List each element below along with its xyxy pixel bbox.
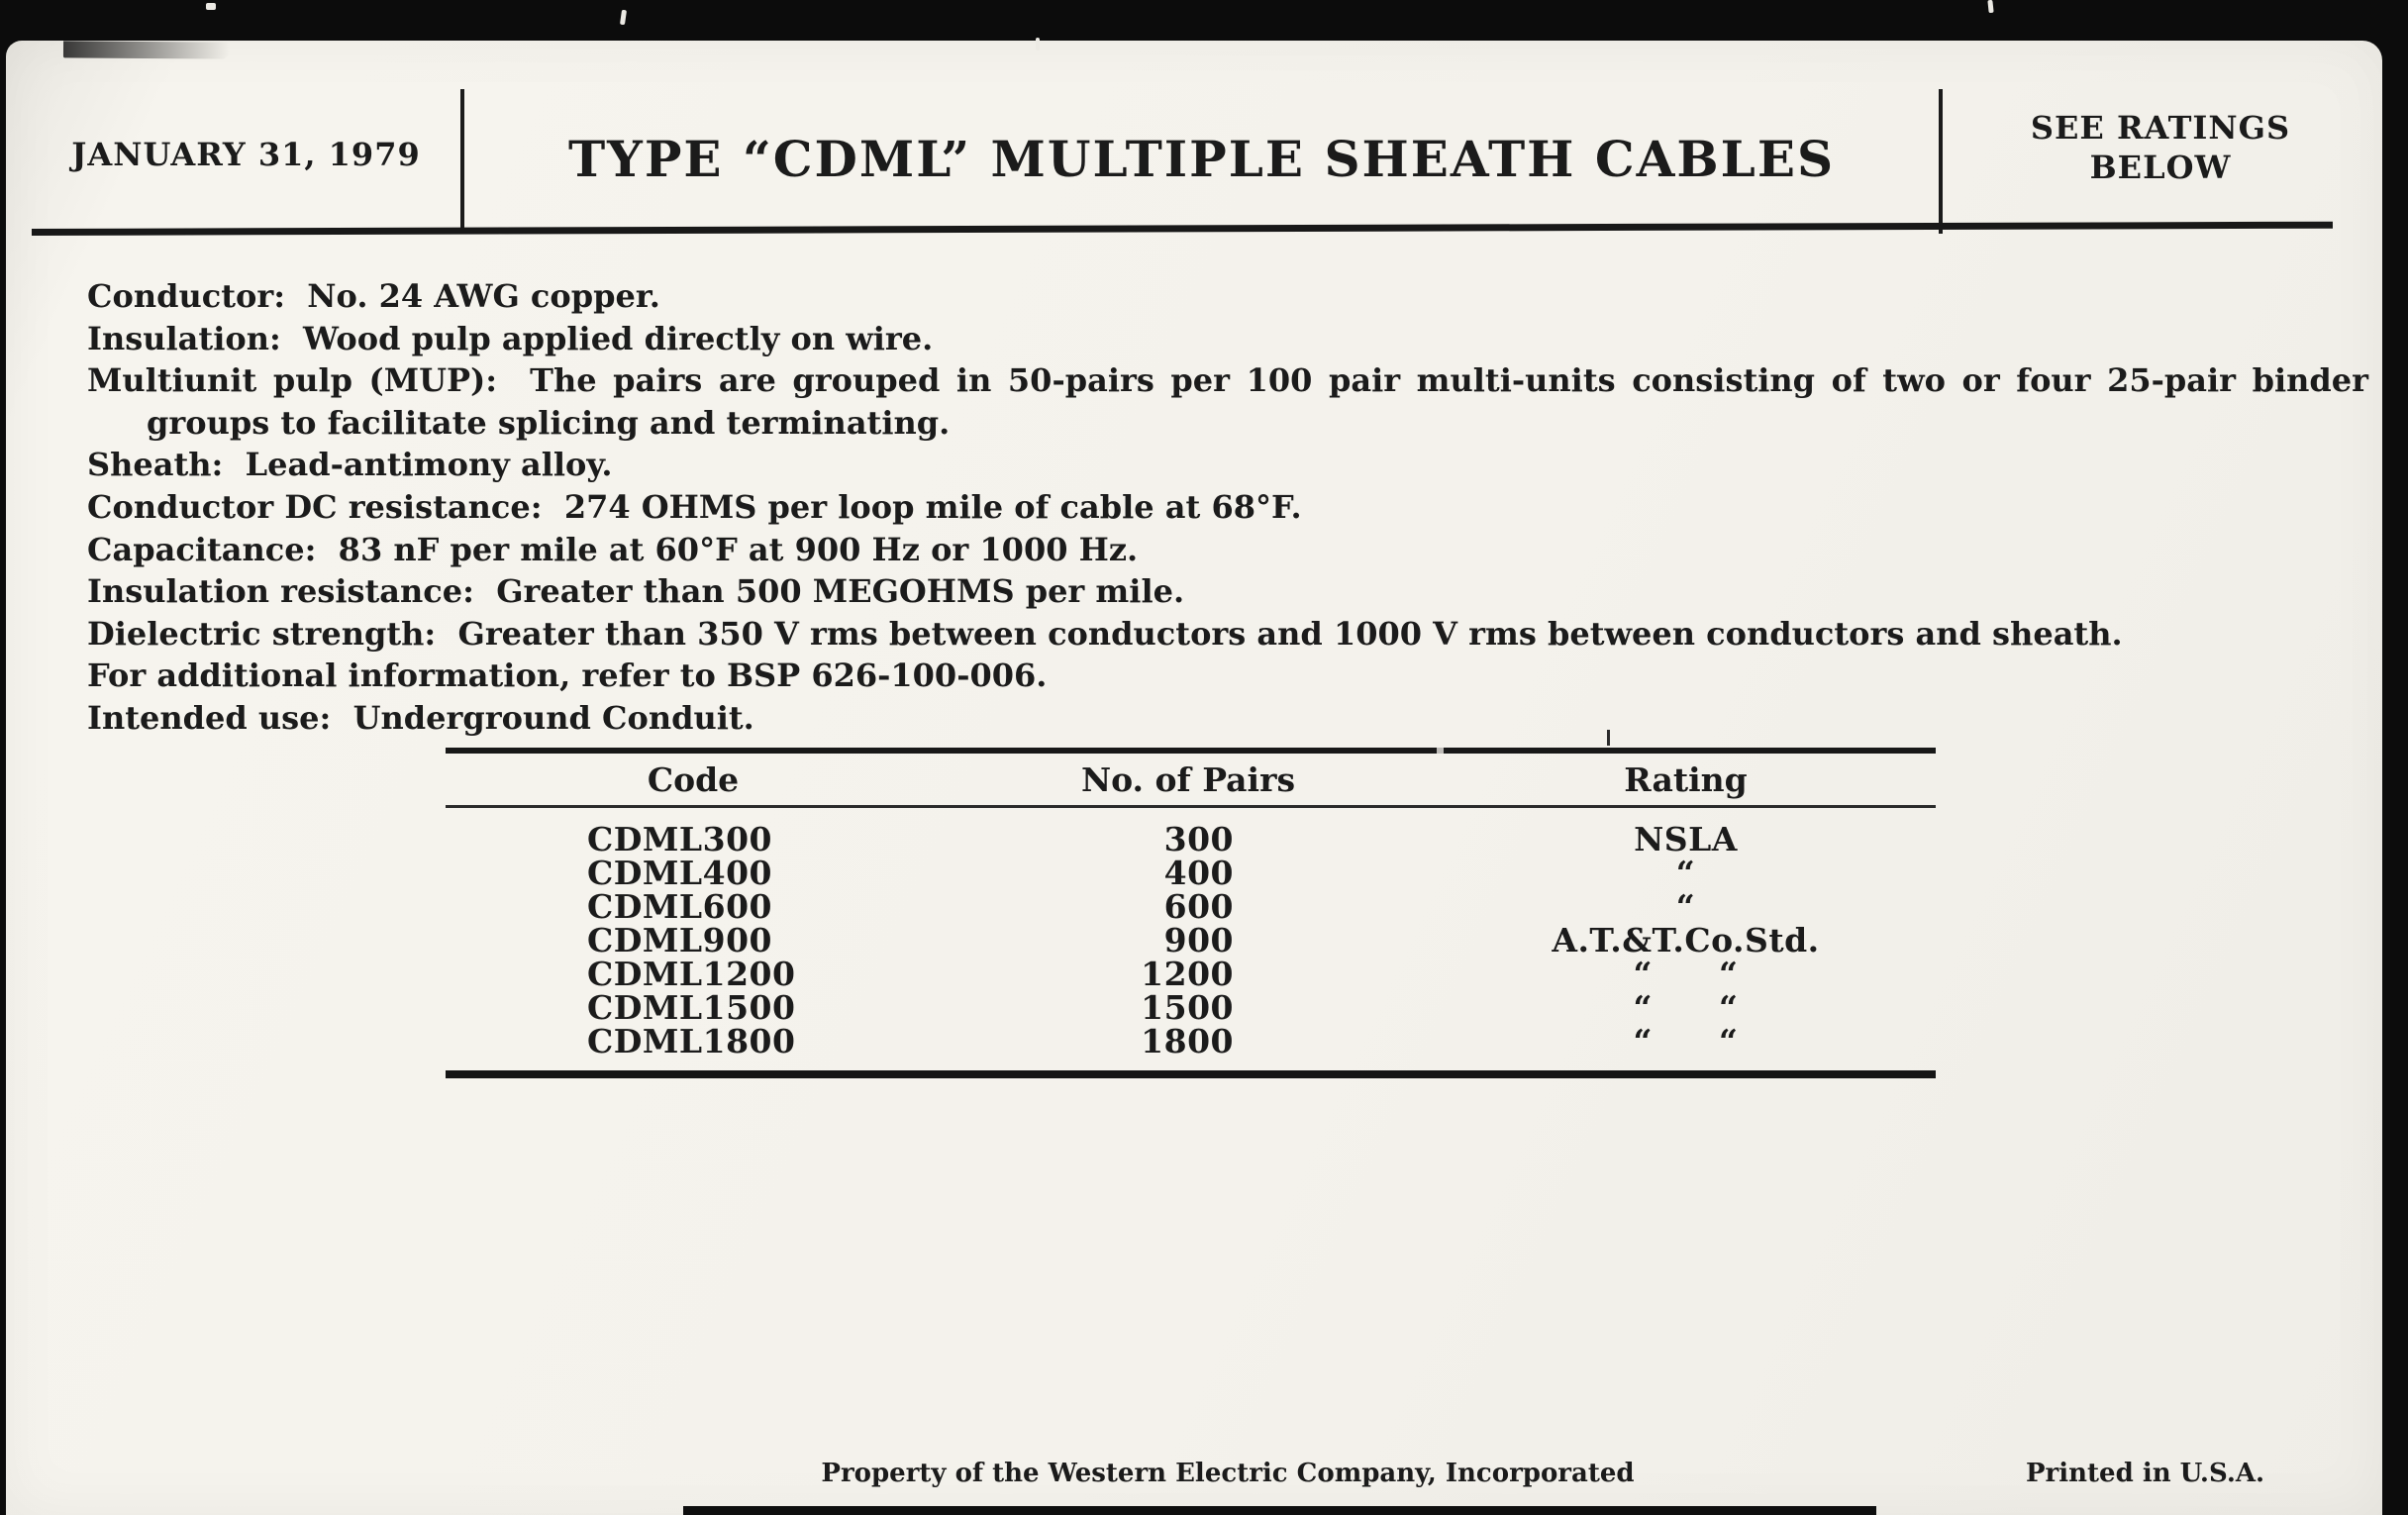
table-bottom-rule: [446, 1070, 1936, 1078]
ratings-note-line-2: BELOW: [2089, 149, 2232, 186]
table-header-pairs: No. of Pairs: [1080, 759, 1296, 799]
spec-list: [87, 275, 2368, 740]
code-cell: CDML1800: [587, 1022, 796, 1060]
table-row: [446, 955, 1936, 993]
pairs-cell: 1200: [1141, 955, 1234, 993]
code-cell: CDML1500: [587, 988, 796, 1027]
table-header-rating: Rating: [1624, 759, 1748, 799]
table-body: [446, 808, 1936, 1059]
rating-cell: “ “: [1633, 988, 1739, 1027]
pairs-cell: 400: [1163, 854, 1234, 892]
scan-speck: [1036, 38, 1040, 50]
pairs-cell: 1800: [1141, 1022, 1234, 1060]
datasheet-card: [6, 41, 2382, 1515]
spec-line-intended-use: Intended use: Underground Conduit.: [87, 698, 754, 737]
pairs-cell: 300: [1163, 820, 1234, 858]
table-row: [446, 854, 1936, 892]
pairs-cell: 900: [1163, 921, 1234, 960]
table-row: [446, 887, 1936, 926]
scan-speck: [206, 3, 216, 10]
document-date: JANUARY 31, 1979: [71, 136, 421, 173]
scan-smear: [63, 41, 230, 58]
table-row: [446, 820, 1936, 858]
table-header-row: [446, 754, 1936, 805]
scan-speck: [1987, 0, 1993, 13]
table-row: [446, 1022, 1936, 1060]
spec-line-insulation: Insulation: Wood pulp applied directly on wire.: [87, 319, 934, 357]
ratings-note-line-1: SEE RATINGS: [2030, 109, 2291, 147]
spec-line-multiunit-pulp-continued: groups to facilitate splicing and terminating.: [147, 403, 951, 442]
spec-line-insulation-resistance: Insulation resistance: Greater than 500 MEGOHMS per mile.: [87, 572, 1185, 611]
spec-line-additional-info: For additional information, refer to BSP 626-100-006.: [87, 656, 1048, 695]
ratings-note: [1947, 108, 2374, 187]
table-row: [446, 988, 1936, 1027]
rating-cell: “: [1675, 887, 1696, 926]
spec-line-conductor: Conductor: No. 24 AWG copper.: [87, 277, 660, 315]
printed-in-usa-notice: Printed in U.S.A.: [2026, 1459, 2265, 1488]
pairs-cell: 1500: [1141, 988, 1234, 1027]
document-title: TYPE “CDML” MULTIPLE SHEATH CABLES: [567, 130, 1836, 188]
rating-cell: “ “: [1633, 1022, 1739, 1060]
scan-bottom-edge: [683, 1506, 1876, 1515]
code-cell: CDML400: [587, 854, 772, 892]
spec-line-sheath: Sheath: Lead-antimony alloy.: [87, 446, 613, 484]
table-row: [446, 921, 1936, 960]
scan-speck: [620, 10, 627, 26]
table-header-code: Code: [647, 759, 740, 799]
header-rule: [32, 222, 2333, 236]
pairs-cell: 600: [1163, 887, 1234, 926]
table-rule-scan-gap: [1437, 748, 1444, 754]
header-divider-right: [1939, 89, 1943, 234]
rating-cell: NSLA: [1634, 820, 1738, 858]
spec-line-dielectric-strength: Dielectric strength: Greater than 350 V rms between conductors and 1000 V rms between conductors and sheath.: [87, 614, 2123, 653]
table-top-rule: [446, 748, 1936, 754]
rating-cell: “: [1675, 854, 1696, 892]
header-divider-left: [460, 89, 464, 234]
ratings-table: [446, 748, 1936, 1078]
spec-line-capacitance: Capacitance: 83 nF per mile at 60°F at 900 Hz or 1000 Hz.: [87, 530, 1139, 568]
code-cell: CDML900: [587, 921, 772, 960]
scan-tick: [1607, 730, 1610, 746]
spec-line-dc-resistance: Conductor DC resistance: 274 OHMS per loop mile of cable at 68°F.: [87, 487, 1302, 526]
property-notice: Property of the Western Electric Company, Incorporated: [821, 1459, 1635, 1488]
rating-cell: “ “: [1633, 955, 1739, 993]
spec-line-multiunit-pulp: Multiunit pulp (MUP): The pairs are grouped in 50-pairs per 100 pair multi-units consisting of two or four 25-pair binder: [87, 361, 2368, 400]
code-cell: CDML600: [587, 887, 772, 926]
code-cell: CDML300: [587, 820, 772, 858]
rating-cell: A.T.&T.Co.Std.: [1552, 921, 1820, 960]
code-cell: CDML1200: [587, 955, 796, 993]
